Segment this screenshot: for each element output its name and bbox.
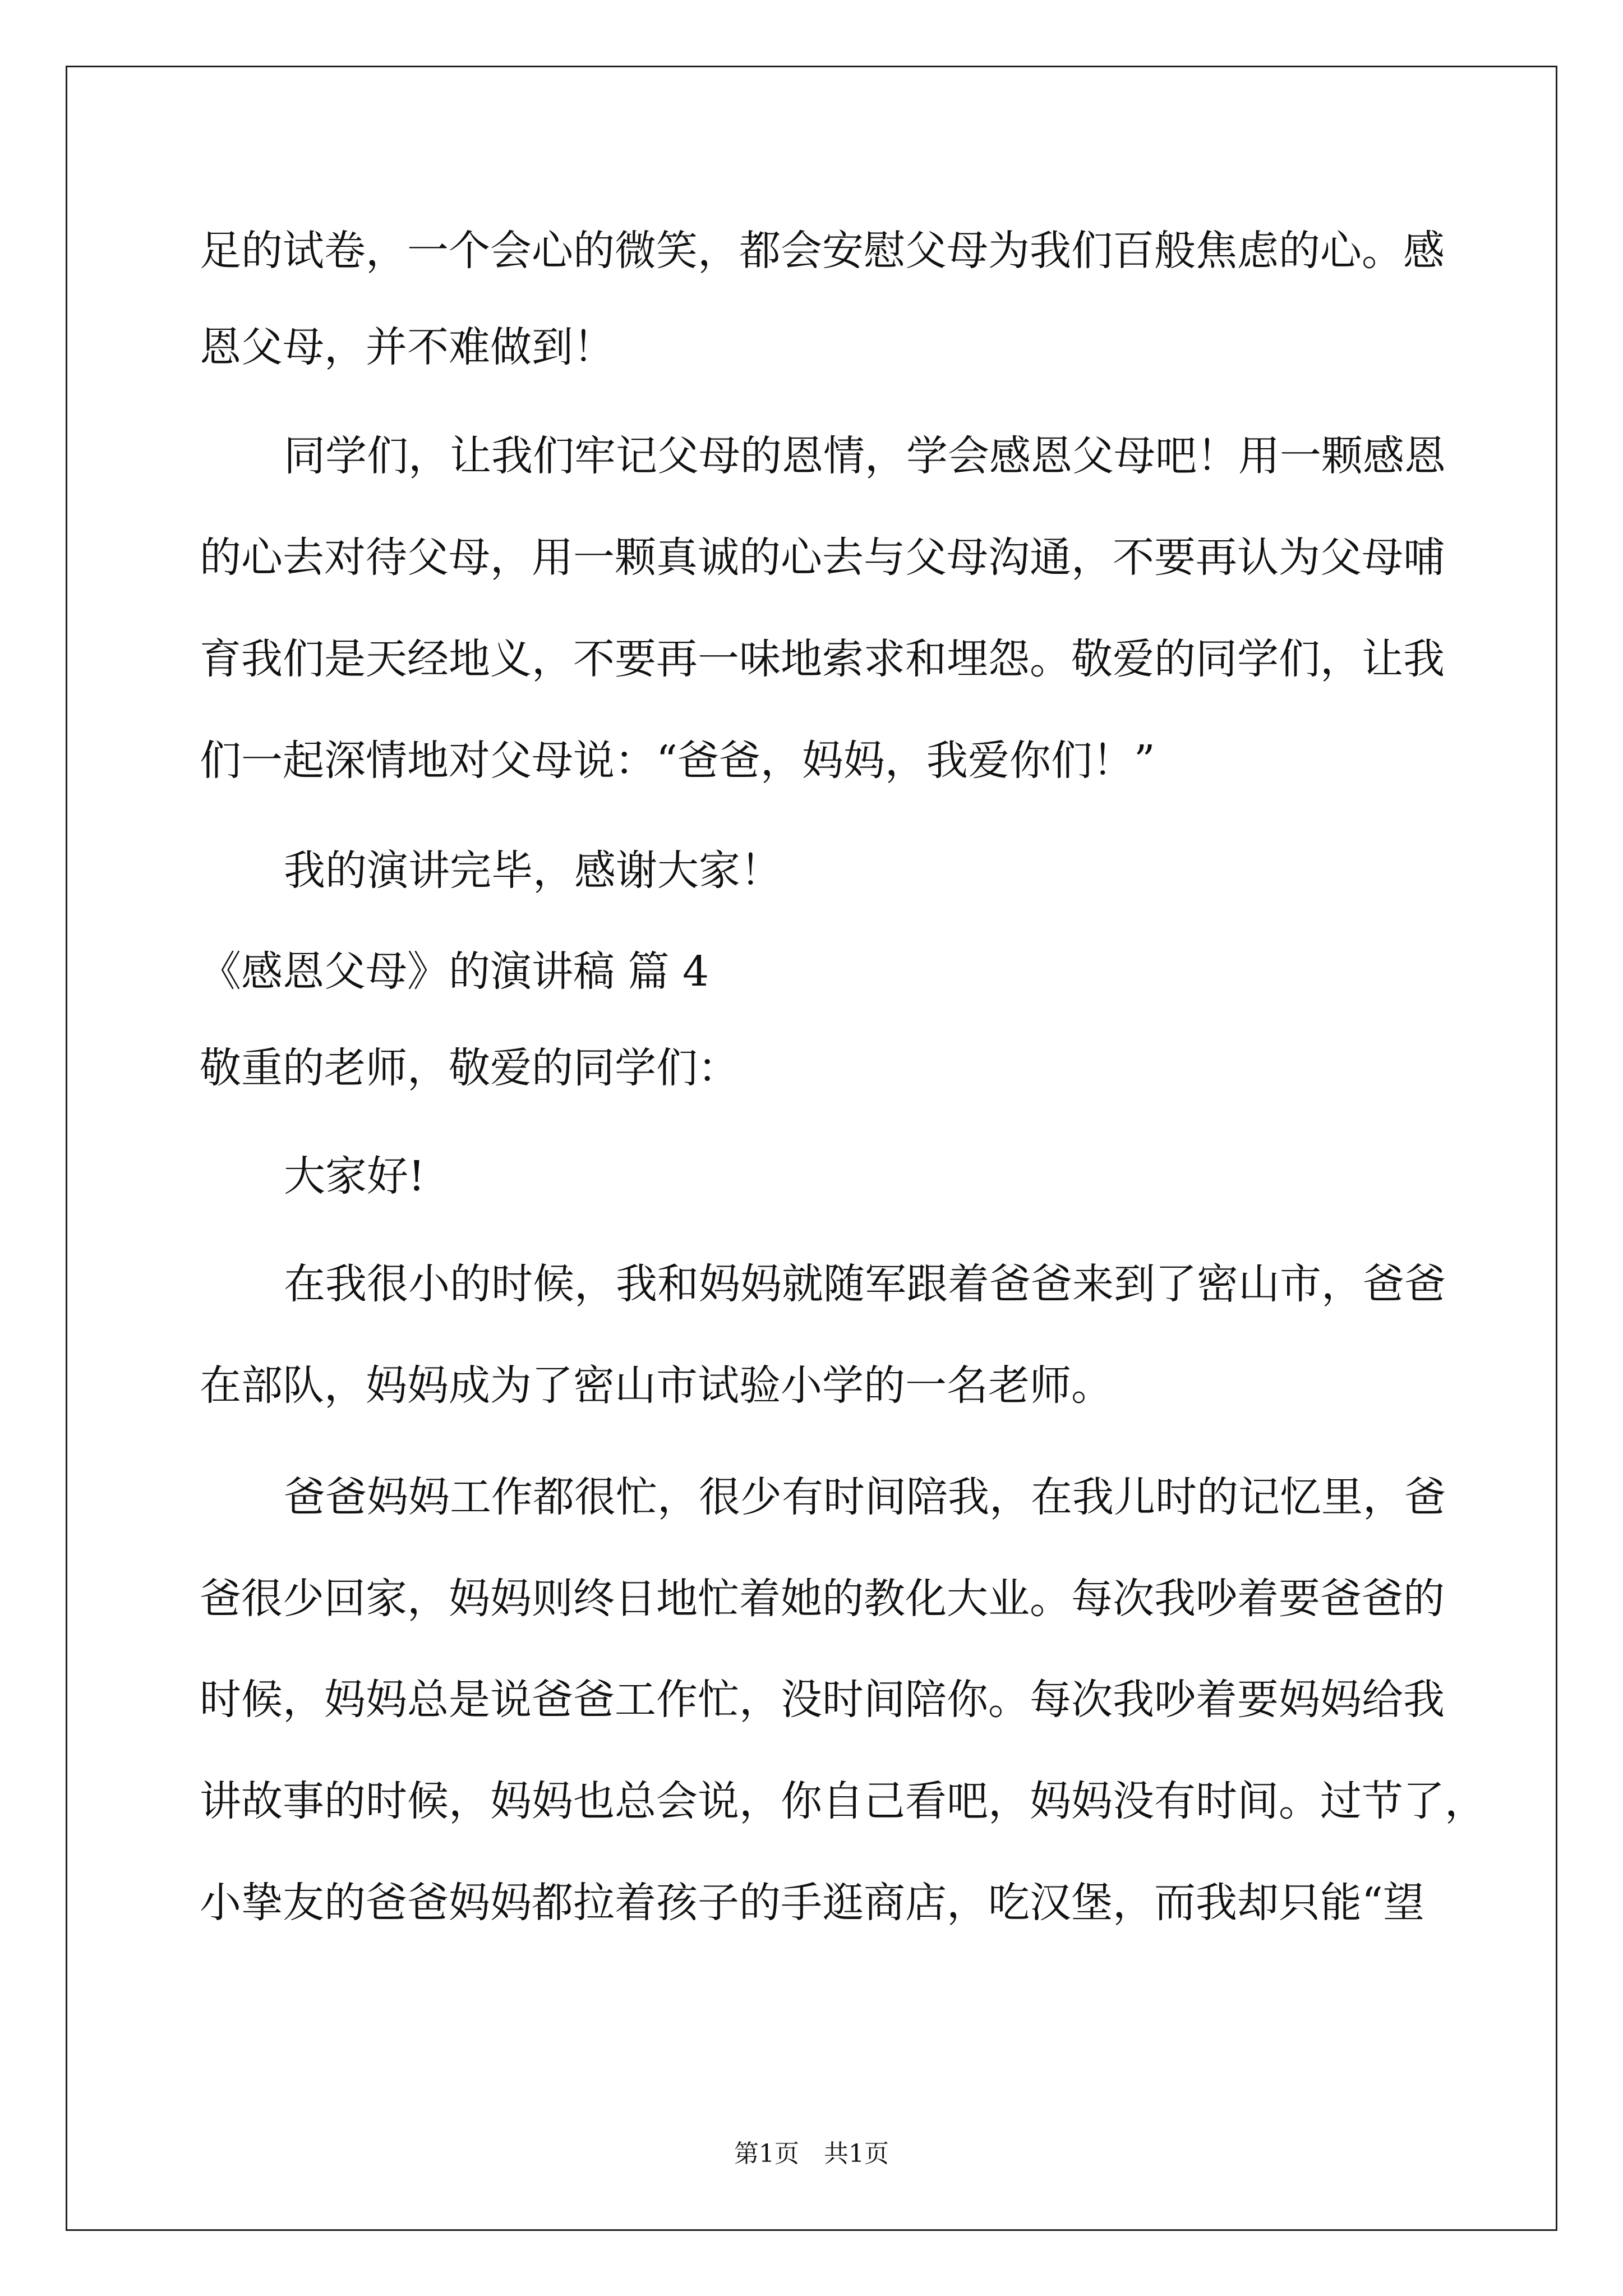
section-heading: 《感恩父母》的演讲稿 篇 4 <box>200 947 709 996</box>
text-line: 恩父母，并不难做到！ <box>200 323 615 371</box>
text-line: 在部队，妈妈成为了密山市试验小学的一名老师。 <box>200 1361 1113 1410</box>
text-line: 时候，妈妈总是说爸爸工作忙，没时间陪你。每次我吵着要妈妈给我 <box>200 1676 1445 1724</box>
text-line: 育我们是天经地义，不要再一味地索求和埋怨。敬爱的同学们，让我 <box>200 635 1445 683</box>
page-footer: 第1页 共1页 <box>734 2139 889 2168</box>
greeting: 大家好! <box>284 1152 425 1200</box>
text-line: 足的试卷，一个会心的微笑，都会安慰父母为我们百般焦虑的心。感 <box>200 227 1445 275</box>
text-line: 小挚友的爸爸妈妈都拉着孩子的手逛商店，吃汉堡，而我却只能“望 <box>200 1879 1424 1927</box>
text-line: 爸很少回家，妈妈则终日地忙着她的教化大业。每次我吵着要爸爸的 <box>200 1575 1445 1623</box>
text-line: 讲故事的时候，妈妈也总会说，你自己看吧，妈妈没有时间。过节了， <box>200 1777 1486 1825</box>
text-line: 在我很小的时候，我和妈妈就随军跟着爸爸来到了密山市，爸爸 <box>284 1260 1446 1308</box>
text-line: 爸爸妈妈工作都很忙，很少有时间陪我，在我儿时的记忆里，爸 <box>284 1473 1446 1521</box>
salutation: 敬重的老师，敬爱的同学们： <box>200 1044 739 1092</box>
text-line: 同学们，让我们牢记父母的恩情，学会感恩父母吧！用一颗感恩 <box>284 432 1446 480</box>
text-line: 的心去对待父母，用一颗真诚的心去与父母沟通，不要再认为父母哺 <box>200 533 1445 582</box>
text-line: 我的演讲完毕，感谢大家！ <box>284 846 782 895</box>
text-line: 们一起深情地对父母说：“爸爸，妈妈，我爱你们！” <box>200 737 1155 785</box>
